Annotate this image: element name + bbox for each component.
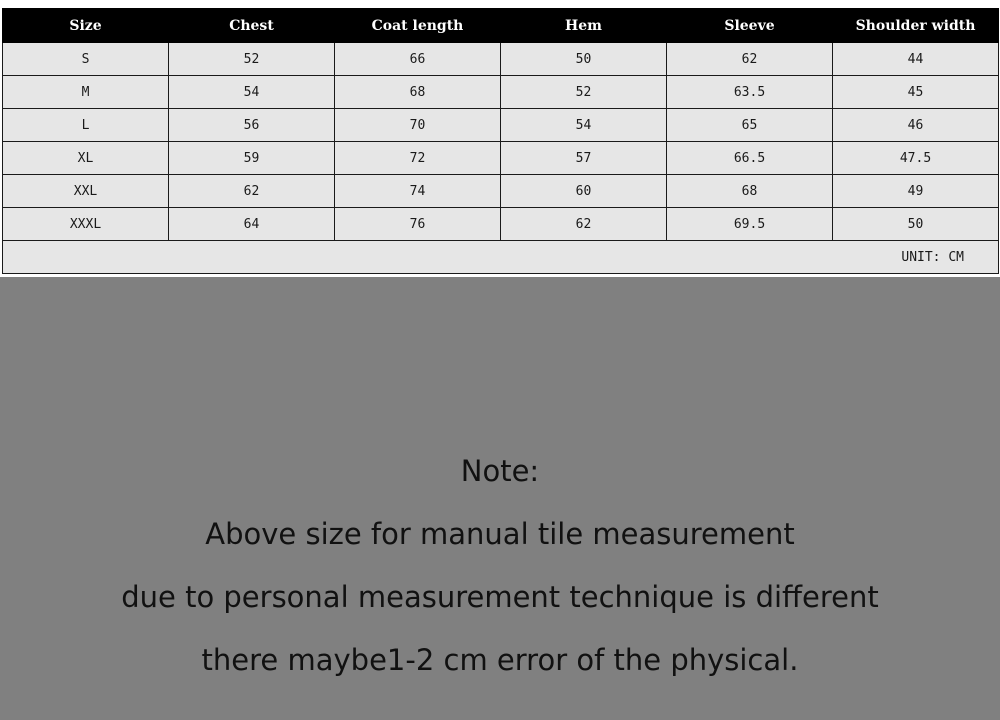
header-coat-length: Coat length: [335, 9, 501, 43]
note-line: due to personal measurement technique is different: [121, 580, 879, 614]
table-cell: 62: [501, 208, 667, 241]
table-cell: 70: [335, 109, 501, 142]
unit-row: [3, 241, 999, 274]
table-cell: 45: [833, 76, 999, 109]
table-cell: 74: [335, 175, 501, 208]
unit-label: UNIT: CM: [3, 241, 999, 274]
table-cell: S: [3, 43, 169, 76]
table-cell: 52: [169, 43, 335, 76]
measurement-note: [0, 440, 1000, 692]
table-cell: 56: [169, 109, 335, 142]
table-cell: 54: [501, 109, 667, 142]
table-cell: 50: [501, 43, 667, 76]
table-row: [3, 109, 999, 142]
header-chest: Chest: [169, 9, 335, 43]
table-cell: 59: [169, 142, 335, 175]
table-cell: XL: [3, 142, 169, 175]
table-cell: 63.5: [667, 76, 833, 109]
table-cell: 50: [833, 208, 999, 241]
table-header-row: [3, 9, 999, 43]
table-cell: XXXL: [3, 208, 169, 241]
table-row: [3, 142, 999, 175]
table-cell: 66: [335, 43, 501, 76]
table-cell: 64: [169, 208, 335, 241]
table-cell: 44: [833, 43, 999, 76]
note-line: there maybe1-2 cm error of the physical.: [201, 643, 799, 677]
table-cell: 46: [833, 109, 999, 142]
table-cell: 68: [335, 76, 501, 109]
table-cell: 72: [335, 142, 501, 175]
header-sleeve: Sleeve: [667, 9, 833, 43]
table-cell: 47.5: [833, 142, 999, 175]
table-cell: 62: [667, 43, 833, 76]
table-cell: XXL: [3, 175, 169, 208]
note-line: Above size for manual tile measurement: [205, 517, 795, 551]
table-cell: 76: [335, 208, 501, 241]
table-cell: 52: [501, 76, 667, 109]
table-cell: 66.5: [667, 142, 833, 175]
header-size: Size: [3, 9, 169, 43]
size-chart: [0, 0, 1000, 277]
table-cell: 49: [833, 175, 999, 208]
header-hem: Hem: [501, 9, 667, 43]
header-shoulder-width: Shoulder width: [833, 9, 999, 43]
table-cell: 62: [169, 175, 335, 208]
table-row: [3, 43, 999, 76]
table-row: [3, 175, 999, 208]
table-row: [3, 76, 999, 109]
table-cell: 65: [667, 109, 833, 142]
table-cell: L: [3, 109, 169, 142]
table-row: [3, 208, 999, 241]
table-cell: M: [3, 76, 169, 109]
note-title: Note:: [460, 454, 540, 488]
size-table: [2, 8, 999, 274]
table-cell: 57: [501, 142, 667, 175]
table-cell: 60: [501, 175, 667, 208]
table-cell: 69.5: [667, 208, 833, 241]
table-cell: 68: [667, 175, 833, 208]
table-cell: 54: [169, 76, 335, 109]
